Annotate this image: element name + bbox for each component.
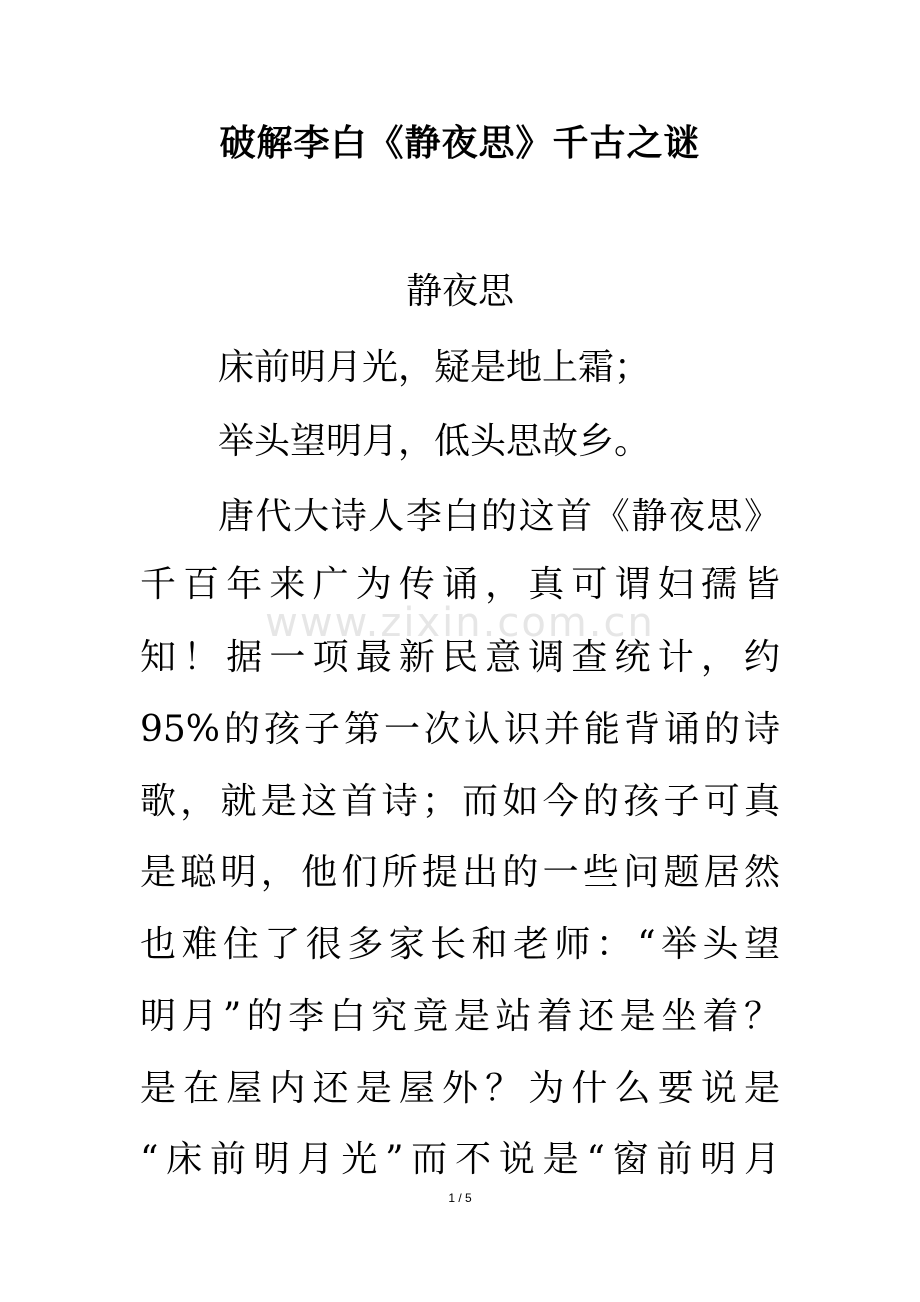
- paragraph-line: 千百年来广为传诵，真可谓妇孺皆: [140, 564, 780, 605]
- paragraph-line: 唐代大诗人李白的这首《静夜思》: [218, 496, 780, 537]
- page-number: 1 / 5: [448, 1191, 472, 1205]
- paragraph-line: “床前明月光”而不说是“窗前明月: [140, 1139, 780, 1180]
- paragraph-line: 知！据一项最新民意调查统计，约: [140, 637, 780, 678]
- watermark: www.zixin.com.cn: [265, 600, 655, 646]
- poem-line: 举头望明月，低头思故乡。: [218, 421, 651, 462]
- paragraph-line: 明月”的李白究竟是站着还是坐着？: [140, 996, 780, 1037]
- document-title: 破解李白《静夜思》千古之谜: [219, 122, 701, 164]
- poem-title: 静夜思: [405, 271, 514, 312]
- paragraph-line: 也难住了很多家长和老师：“举头望: [140, 924, 780, 965]
- paragraph-line: 是在屋内还是屋外？为什么要说是: [140, 1068, 780, 1109]
- poem-line: 床前明月光，疑是地上霜；: [218, 347, 651, 388]
- paragraph-line: 95%的孩子第一次认识并能背诵的诗: [140, 709, 780, 750]
- paragraph-line: 歌，就是这首诗；而如今的孩子可真: [140, 781, 780, 822]
- paragraph-line: 是聪明，他们所提出的一些问题居然: [140, 852, 780, 893]
